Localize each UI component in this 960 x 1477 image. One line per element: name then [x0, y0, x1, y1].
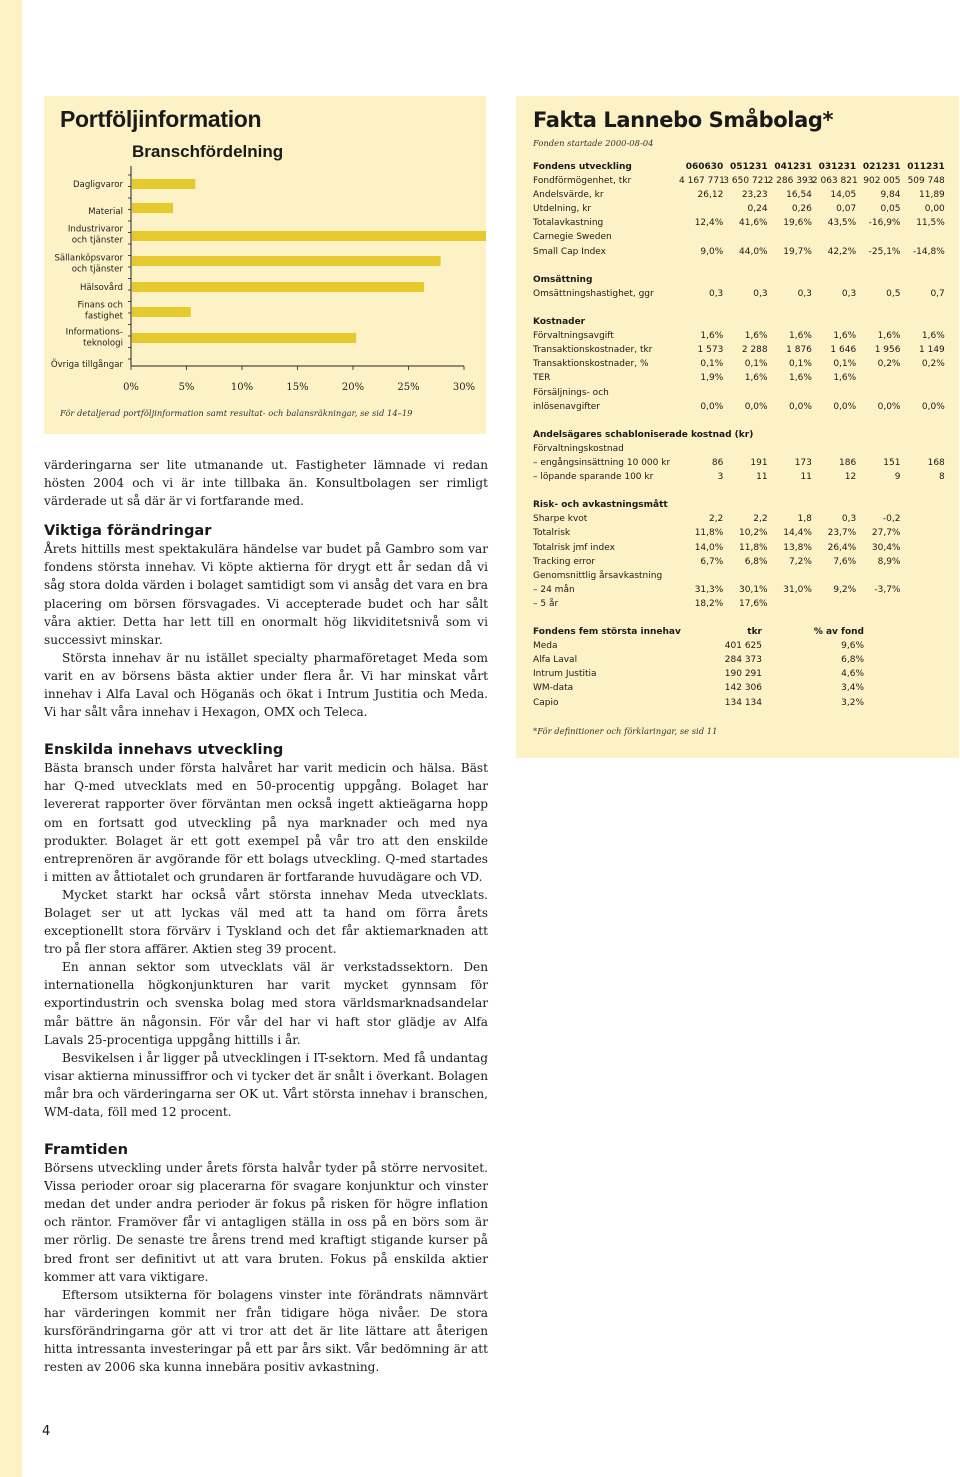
row-label: – 5 år	[533, 598, 559, 609]
row-value: 14,05	[830, 190, 857, 201]
category-label: Finans och	[77, 300, 123, 311]
row-value: 031231	[818, 162, 857, 172]
row-value: 26,4%	[827, 542, 857, 553]
row-value: 11,8%	[694, 528, 724, 539]
row-value: -25,1%	[868, 246, 901, 257]
row-label: Tracking error	[533, 556, 596, 567]
page-number: 4	[42, 1424, 51, 1439]
row-value: 1,6%	[833, 331, 857, 342]
row-value: 43,5%	[827, 218, 857, 229]
row-value: 1,8	[797, 514, 812, 525]
row-value	[856, 442, 900, 456]
row-value	[856, 386, 900, 400]
spacer	[533, 259, 945, 273]
holding-value: 3,4%	[841, 683, 864, 694]
row-value	[812, 386, 856, 400]
row-value: 1,6%	[744, 331, 768, 342]
row-value: 11	[800, 472, 812, 483]
row-value	[679, 442, 723, 456]
section-heading: Omsättning	[533, 274, 593, 285]
holding-name: Alfa Laval	[533, 655, 578, 666]
top-holding-row	[533, 696, 945, 710]
row-label: Förvaltningskostnad	[533, 443, 624, 454]
holding-value: 4,6%	[841, 669, 864, 680]
row-value	[900, 569, 944, 583]
row-value: 0,0%	[921, 401, 945, 412]
category-label: Dagligvaror	[72, 180, 123, 190]
holding-value: % av fond	[813, 627, 864, 638]
x-tick-label: 10%	[230, 382, 254, 393]
row-value: 27,7%	[871, 528, 901, 539]
holding-name: Fondens fem största innehav	[533, 627, 681, 638]
facts-header-row	[533, 160, 945, 174]
bar	[132, 307, 191, 317]
row-value	[679, 386, 723, 400]
holding-name: WM-data	[533, 683, 574, 694]
row-value: 44,0%	[739, 246, 768, 257]
row-value: -16,9%	[868, 218, 901, 229]
row-value: 11	[756, 472, 768, 483]
row-value	[812, 230, 856, 244]
row-value: 0,24	[747, 204, 768, 215]
row-value	[723, 442, 767, 456]
facts-title: Fakta Lannebo Småbolag*	[533, 108, 834, 132]
row-value	[900, 555, 944, 569]
facts-row	[533, 230, 945, 244]
facts-subtitle: Fonden startade 2000-08-04	[533, 138, 654, 148]
row-value: 0,07	[836, 204, 857, 215]
category-label: och tjänster	[71, 235, 123, 246]
holding-value: 142 306	[724, 683, 762, 694]
category-label: Material	[88, 207, 123, 217]
row-value	[900, 230, 944, 244]
row-label: Sharpe kvot	[533, 514, 588, 525]
heading-framtiden: Framtiden	[44, 1141, 128, 1159]
facts-row	[533, 470, 945, 484]
left-margin-band	[0, 0, 22, 1477]
row-value: 31,0%	[783, 584, 812, 595]
row-label: Fondens utveckling	[533, 162, 632, 172]
row-value	[679, 230, 723, 244]
bar	[132, 179, 195, 189]
facts-row	[533, 512, 945, 526]
row-value: -0,2	[882, 514, 901, 525]
row-value: -3,7%	[874, 584, 901, 595]
portfolio-info-panel	[44, 96, 486, 434]
row-value: 42,2%	[827, 246, 857, 257]
bar	[132, 203, 173, 213]
facts-row	[533, 597, 945, 611]
bar	[132, 231, 486, 241]
holding-name: Intrum Justitia	[533, 669, 597, 680]
row-value: 173	[794, 457, 812, 468]
row-value: 9,2%	[833, 584, 857, 595]
top-holding-row	[533, 639, 945, 653]
row-label: Förvaltningsavgift	[533, 331, 614, 342]
row-value: 0,00	[924, 204, 945, 215]
row-value: 41,6%	[739, 218, 768, 229]
row-value: 0,1%	[700, 359, 724, 370]
paragraph: Bästa bransch under första halvåret har varit medicin och hälsa. Bäst har Q-med utvecklats med en 50-procentig uppgång. Bolaget har levererat rapporter över förväntan men också ingett aktieägarna hopp om en fortsatt god utveckling på nya marknader och med nya produkter. Bolaget är ett gott exempel på vår tro att den enskilde entreprenören är avgörande för ett bolags utveckling. Q-med startades i mitten av åttiotalet och grundaren är fortfarande huvudägare och VD.	[44, 761, 488, 884]
row-value: 0,1%	[789, 359, 812, 370]
facts-row	[533, 583, 945, 597]
x-tick-label: 15%	[286, 382, 309, 393]
row-value	[856, 371, 900, 385]
top-holding-row	[533, 653, 945, 667]
row-label: – löpande sparande 100 kr	[533, 472, 654, 483]
row-value: 0,5	[886, 288, 901, 299]
row-value: 0,3	[753, 288, 768, 299]
row-value: 19,7%	[783, 246, 812, 257]
row-value: 186	[839, 457, 857, 468]
row-value: 021231	[862, 162, 901, 172]
row-value: 26,12	[697, 190, 724, 201]
x-tick-label: 5%	[178, 382, 195, 393]
row-value: 11,5%	[916, 218, 945, 229]
bar	[132, 282, 424, 292]
row-value: 0,2%	[921, 359, 945, 370]
facts-row	[533, 329, 945, 343]
row-value	[723, 386, 767, 400]
row-label: Small Cap Index	[533, 246, 607, 257]
row-value: 1 149	[919, 345, 945, 356]
row-label: Transaktionskostnader, tkr	[533, 345, 653, 356]
row-value: 16,54	[786, 190, 812, 201]
row-value: 0,0%	[744, 401, 768, 412]
row-value	[900, 583, 944, 597]
facts-row	[533, 555, 945, 569]
row-value: 4 167 771	[679, 176, 725, 187]
row-label: Totalrisk	[533, 528, 571, 539]
category-label: Hälsovård	[79, 283, 123, 293]
row-value: 30,1%	[739, 584, 768, 595]
row-value	[900, 541, 944, 555]
row-value: 12,4%	[694, 218, 724, 229]
paragraph: Eftersom utsikterna för bolagens vinster inte förändrats nämnvärt har värderingen kommit ner från tidigare höga nivåer. De stora kursförändringarna gör att vi tror att det är lite lättare att återigen hitta intressanta investeringar på ett par års sikt. Vår bedömning är att resten av 2006 ska kunna innebära positiv avkastning.	[44, 1287, 488, 1375]
paragraph: Största innehav är nu istället specialty pharmaföretaget Meda som varit en av börsens bästa aktier under flera år. Vi har minskat vårt innehav i Alfa Laval och Höganäs och ökat i Intrum Justitia och Meda. Vi har sålt våra innehav i Hexagon, OMX och Teleca.	[44, 650, 488, 720]
x-tick-label: 30%	[452, 382, 476, 393]
facts-row	[533, 526, 945, 540]
row-value: 051231	[730, 162, 768, 172]
article-body	[44, 456, 488, 1376]
facts-row	[533, 357, 945, 371]
spacer	[533, 484, 945, 498]
row-value	[768, 569, 812, 583]
row-label: Omsättningshastighet, ggr	[533, 288, 654, 299]
row-value: 0,05	[880, 204, 901, 215]
category-label: och tjänster	[71, 264, 123, 275]
row-value: 191	[750, 457, 768, 468]
row-value	[679, 202, 723, 216]
row-value: 0,2%	[877, 359, 901, 370]
bar	[132, 333, 356, 343]
row-value: 2 288	[741, 345, 768, 356]
row-value: 6,7%	[700, 556, 724, 567]
section-heading: Risk- och avkastningsmått	[533, 500, 668, 511]
row-value: 1,9%	[700, 373, 724, 384]
category-label: Sällanköpsvaror	[54, 253, 123, 264]
row-label: Transaktionskostnader, %	[533, 359, 649, 370]
row-value: 1,6%	[789, 373, 812, 384]
chart-note: För detaljerad portföljinformation samt resultat- och balansräkningar, se sid 14–19	[60, 408, 413, 418]
row-value: 10,2%	[739, 528, 768, 539]
facts-row	[533, 245, 945, 259]
facts-table	[533, 160, 945, 710]
top-holding-row	[533, 667, 945, 681]
row-value: 9,84	[880, 190, 901, 201]
row-label: Totalrisk jmf index	[533, 542, 615, 553]
row-value: 2,2	[708, 514, 724, 525]
row-value: 9	[894, 472, 901, 483]
row-value: 041231	[774, 162, 812, 172]
row-value	[768, 597, 812, 611]
holding-value: 284 373	[724, 655, 762, 666]
paragraph: Mycket starkt har också vårt största innehav Meda utvecklats. Bolaget ser ut att lyckas väl med att ta hand om förra årets exceptionellt stora förvärv i Tyskland och det får aktiemarknaden att tro på fler stora affärer. Aktien steg 39 procent.	[44, 887, 488, 957]
row-value: 0,3	[708, 288, 724, 299]
category-label: Övriga tillgångar	[50, 360, 123, 370]
row-value: 7,6%	[833, 556, 857, 567]
row-value: 0,3	[841, 514, 857, 525]
row-value: 3	[717, 472, 724, 483]
row-value: 7,2%	[789, 556, 812, 567]
row-value: 86	[711, 457, 724, 468]
row-value: 3 650 721	[723, 176, 770, 187]
bar	[132, 256, 441, 266]
row-value	[723, 230, 767, 244]
row-value: 17,6%	[739, 598, 768, 609]
holding-name: Meda	[533, 641, 558, 652]
row-value: 9,0%	[700, 246, 724, 257]
category-label: fastighet	[84, 311, 123, 322]
facts-row	[533, 569, 945, 583]
row-value: 2 286 393	[767, 176, 814, 187]
row-label: Andelsvärde, kr	[533, 190, 604, 201]
row-label: Carnegie Sweden	[533, 232, 612, 243]
row-value: 14,0%	[694, 542, 724, 553]
row-value	[900, 597, 944, 611]
row-value	[768, 230, 812, 244]
row-value: 1 956	[874, 345, 901, 356]
holding-value: 401 625	[724, 641, 762, 652]
facts-row	[533, 287, 945, 301]
row-value	[856, 597, 900, 611]
facts-row	[533, 386, 945, 400]
spacer	[533, 301, 945, 315]
row-value: 1,6%	[833, 373, 857, 384]
row-value: 1,6%	[744, 373, 768, 384]
row-value: 0,3	[797, 288, 812, 299]
row-value	[900, 371, 944, 385]
row-value	[723, 569, 767, 583]
row-value: 1,6%	[921, 331, 945, 342]
row-value	[812, 597, 856, 611]
section-heading: Kostnader	[533, 317, 586, 328]
row-value: 0,0%	[833, 401, 857, 412]
facts-row	[533, 174, 945, 188]
row-value: 11,89	[919, 190, 945, 201]
row-value: 8,9%	[877, 556, 901, 567]
row-value: 23,23	[741, 190, 768, 201]
facts-footnote: *För definitioner och förklaringar, se sid 11	[533, 726, 718, 736]
row-value	[768, 386, 812, 400]
fund-facts-panel	[516, 96, 959, 758]
row-value	[812, 442, 856, 456]
paragraph: En annan sektor som utvecklats väl är verkstadssektorn. Den internationella högkonjunkturen har varit mycket gynnsam för exportindustrin och svenska bolag med stora världsmarknadsandelar mår bättre än någonsin. För vår del har vi haft stor glädje av Alfa Lavals 25-procentiga uppgång hittills i år.	[44, 960, 488, 1047]
paragraph: värderingarna ser lite utmanande ut. Fastigheter lämnade vi redan hösten 2004 och vi är inte tillbaka än. Konsultbolagen ser rimligt värderade ut så där är vi fortfarande med.	[44, 458, 488, 509]
paragraph: Besvikelsen i år ligger på utvecklingen i IT-sektorn. Med få undantag visar aktierna minussiffror och vi tycker det är snålt i överkant. Bolagen mår bra och värderingarna ser OK ut. Vårt största innehav i branschen, WM-data, föll med 12 procent.	[44, 1050, 488, 1119]
category-label: Informations-	[65, 327, 123, 338]
row-label: inlösenavgifter	[533, 401, 600, 412]
row-value: 2,2	[753, 514, 768, 525]
spacer	[533, 611, 945, 625]
facts-row	[533, 343, 945, 357]
row-label: TER	[533, 373, 551, 384]
facts-row	[533, 456, 945, 470]
chart-title: Branschfördelning	[132, 142, 284, 161]
holding-value: 9,6%	[841, 641, 864, 652]
sector-bar-chart	[44, 96, 486, 434]
row-label: Försäljnings- och	[533, 387, 609, 398]
row-value: 6,8%	[744, 556, 768, 567]
row-value: 0,26	[791, 204, 812, 215]
row-value: 1 573	[697, 345, 724, 356]
row-label: – 24 mån	[533, 584, 575, 595]
top-holding-row	[533, 681, 945, 695]
row-value: 30,4%	[871, 542, 901, 553]
row-value: 0,7	[930, 288, 945, 299]
x-tick-label: 0%	[123, 382, 139, 393]
row-value	[768, 442, 812, 456]
row-value: 8	[939, 472, 945, 483]
holding-name: Capio	[533, 697, 559, 708]
row-value: 23,7%	[827, 528, 857, 539]
facts-row	[533, 188, 945, 202]
row-value: 1 646	[830, 345, 857, 356]
row-value: 902 005	[863, 176, 901, 187]
spacer	[533, 414, 945, 428]
row-value: 19,6%	[783, 218, 812, 229]
row-value: 0,1%	[833, 359, 857, 370]
row-label: – engångsinsättning 10 000 kr	[533, 457, 671, 468]
row-label: Fondförmögenhet, tkr	[533, 176, 632, 187]
x-tick-label: 25%	[397, 382, 420, 393]
row-value: 31,3%	[694, 584, 724, 595]
row-value	[856, 230, 900, 244]
facts-row	[533, 371, 945, 385]
row-value: 13,8%	[783, 542, 812, 553]
facts-row	[533, 202, 945, 216]
row-value: 0,3	[841, 288, 857, 299]
row-value: -14,8%	[912, 246, 945, 257]
row-value: 1,6%	[789, 331, 812, 342]
x-tick-label: 20%	[341, 382, 365, 393]
facts-row	[533, 216, 945, 230]
facts-row	[533, 541, 945, 555]
holding-value: 190 291	[724, 669, 762, 680]
facts-row	[533, 442, 945, 456]
row-value: 060630	[685, 162, 724, 172]
holding-value: 134 134	[724, 697, 762, 708]
row-value	[900, 526, 944, 540]
row-label: Genomsnittlig årsavkastning	[533, 570, 663, 581]
row-label: Utdelning, kr	[533, 204, 592, 215]
heading-viktiga-forandringar: Viktiga förändringar	[44, 522, 212, 540]
row-value: 0,0%	[877, 401, 901, 412]
row-value	[900, 512, 944, 526]
row-value	[900, 442, 944, 456]
category-label: teknologi	[83, 338, 123, 349]
row-value	[900, 386, 944, 400]
row-value: 0,0%	[789, 401, 812, 412]
facts-row	[533, 400, 945, 414]
row-value: 0,1%	[744, 359, 768, 370]
row-value: 1,6%	[700, 331, 724, 342]
top-holdings-header	[533, 625, 945, 639]
paragraph: Börsens utveckling under årets första halvår tyder på större nervositet. Vissa perioder oroar sig placerarna för svagare konjunktur och vinster medan det under andra perioder är fokus på risken för högre inflation och räntor. Framöver får vi antagligen ställa in oss på en börs som är mer rörlig. De senaste tre årens trend med kraftigt stigande kurser på bred front ser definitivt ut att vara bruten. Fokus på enskilda aktier kommer att vara viktigare.	[44, 1161, 488, 1284]
row-value: 11,8%	[739, 542, 768, 553]
row-value	[812, 569, 856, 583]
row-value: 12	[844, 472, 857, 483]
row-label: Totalavkastning	[533, 218, 604, 229]
holding-value: tkr	[747, 627, 762, 638]
row-value: 14,4%	[783, 528, 812, 539]
panel-title: Portföljinformation	[60, 106, 262, 132]
row-value	[679, 569, 723, 583]
row-value: 0,0%	[700, 401, 724, 412]
category-label: Industrivaror	[67, 224, 123, 235]
holding-value: 3,2%	[841, 697, 864, 708]
holding-value: 6,8%	[841, 655, 864, 666]
row-value: 2 063 821	[811, 176, 858, 187]
row-value: 1,6%	[877, 331, 901, 342]
row-value: 18,2%	[694, 598, 724, 609]
row-value: 151	[883, 457, 901, 468]
row-value: 168	[927, 457, 945, 468]
row-value: 011231	[907, 162, 945, 172]
row-value	[856, 569, 900, 583]
section-heading: Andelsägares schabloniserade kostnad (kr)	[533, 429, 754, 440]
row-value: 509 748	[907, 176, 945, 187]
paragraph: Årets hittills mest spektakulära händelse var budet på Gambro som var fondens största innehav. Vi köpte aktierna för drygt ett år sedan då vi såg stora dolda värden i bolaget samtidigt som vi ansåg det vara en bra placering om börsen försvagades. Vi accepterade budet och har sålt våra aktier. Detta har lett till en onormalt hög likviditetsnivå som vi successivt minskar.	[44, 542, 488, 647]
row-value: 1 876	[786, 345, 812, 356]
heading-enskilda-innehav: Enskilda innehavs utveckling	[44, 741, 284, 759]
